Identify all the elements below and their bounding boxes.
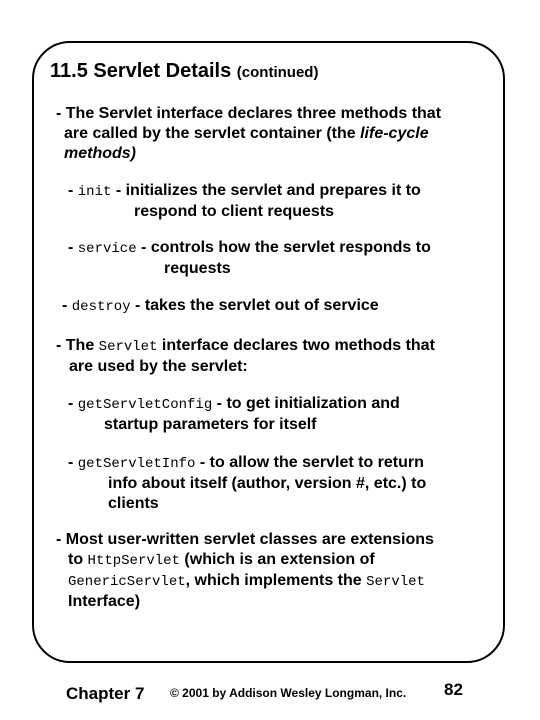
paragraph-line [56,144,441,164]
paragraph-text: , which implements the [185,572,367,589]
method-destroy [62,296,379,317]
paragraph-two-methods [56,336,435,377]
paragraph-lifecycle [56,104,441,164]
paragraph-extensions [56,530,434,612]
method-desc: - takes the servlet out of service [130,297,379,314]
dash: - [68,454,78,471]
method-getservletconfig [68,394,400,435]
code-text: Servlet [98,339,158,355]
dash: - [68,395,78,412]
method-line: clients [108,495,159,512]
method-name: destroy [71,299,131,315]
footer-copyright: © 2001 by Addison Wesley Longman, Inc. [170,686,407,700]
title-suffix: (continued) [236,64,319,81]
method-line [68,181,421,202]
method-service [68,238,431,279]
paragraph-line: - Most user-written servlet classes are extensions [56,531,434,548]
method-name: init [77,184,112,200]
method-line [68,453,426,474]
method-init [68,181,421,222]
method-name-prefix: get [77,456,103,472]
footer-chapter: Chapter 7 [66,684,145,703]
paragraph-text: are called by the servlet container (the [64,125,361,142]
page-number: 82 [444,680,463,699]
paragraph-line: Interface) [68,593,141,610]
code-text: HttpServlet [87,553,180,569]
code-text: Servlet [366,574,425,590]
paragraph-line [56,571,434,592]
paragraph-line [56,124,441,144]
paragraph-text: (which is an extension of [179,551,375,568]
method-name: service [77,241,137,257]
method-desc: - controls how the servlet responds to [136,239,431,256]
method-name [78,397,212,413]
paragraph-line [56,336,435,357]
method-name-suffix: ServletConfig [103,397,213,413]
method-line [68,238,431,259]
method-desc: - to allow the servlet to return [195,454,424,471]
paragraph-text: to [68,551,88,568]
method-line [62,296,379,317]
paragraph-line: are used by the servlet: [69,358,248,375]
method-name [78,456,196,472]
method-desc: - to get initialization and [212,395,400,412]
slide-title [50,60,318,83]
method-name-prefix: get [77,397,103,413]
dash: - [62,297,72,314]
code-text: GenericServlet [68,574,186,590]
method-desc: - initializes the servlet and prepares it to [111,182,421,199]
paragraph-line: - The Servlet interface declares three methods that [56,105,442,122]
dash: - [68,182,78,199]
emphasis-text: methods) [64,145,136,162]
method-line: info about itself (author, version #, etc.) to [108,475,427,492]
emphasis-text: life-cycle [360,125,429,142]
dash: - [68,239,78,256]
method-line: requests [164,260,231,277]
paragraph-text: - The [56,337,99,354]
method-line [68,394,400,415]
method-line: startup parameters for itself [104,416,317,433]
paragraph-text: interface declares two methods that [157,337,435,354]
title-text: 11.5 Servlet Details [50,60,232,82]
paragraph-line [56,550,434,571]
method-getservletinfo [68,453,426,514]
method-name-suffix: ServletInfo [103,456,196,472]
method-line: respond to client requests [134,203,335,220]
